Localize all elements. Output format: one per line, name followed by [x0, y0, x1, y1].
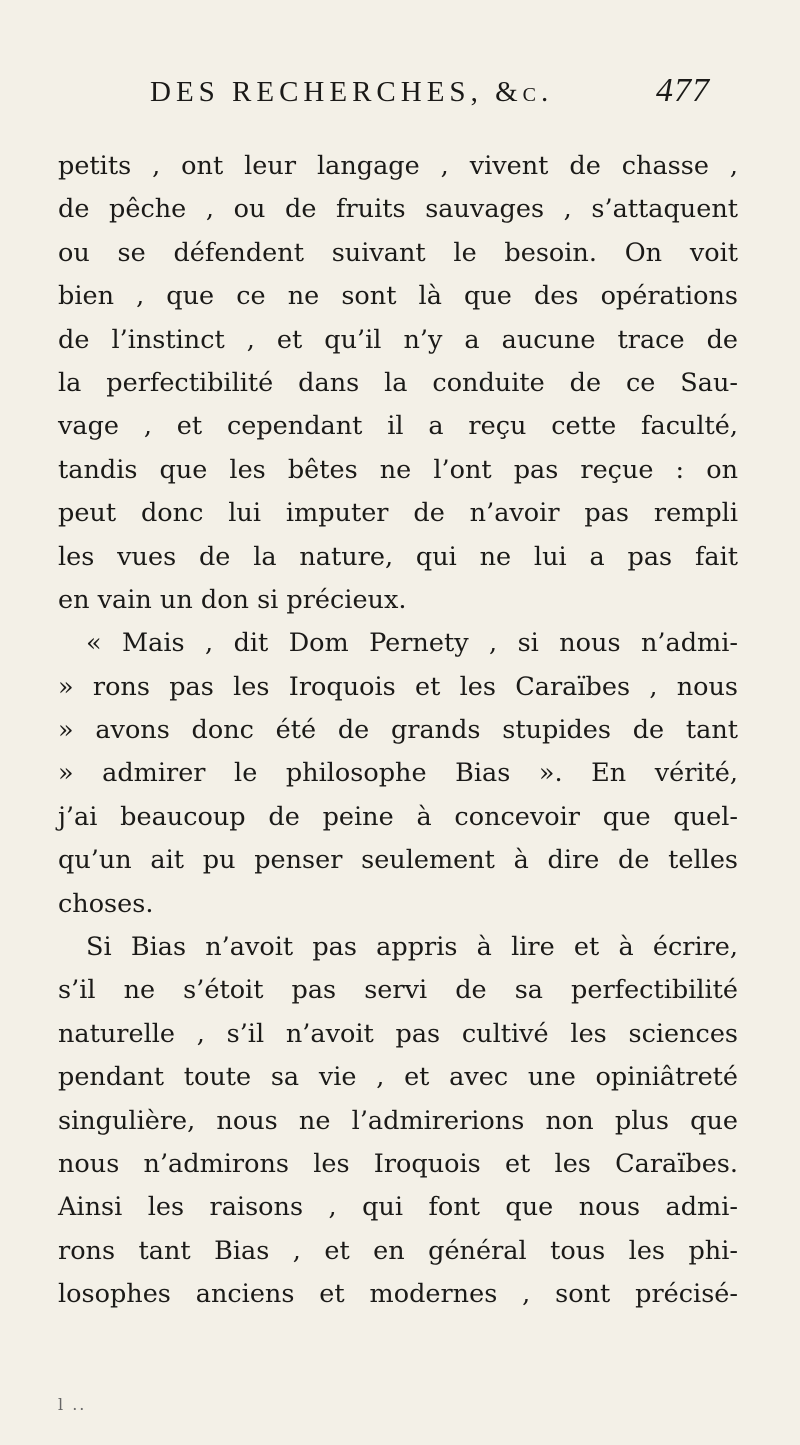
text-line-18: choses.: [58, 888, 154, 919]
text-line-7: vage , et cependant il a reçu cette faculté,: [58, 411, 738, 442]
text-line-14: » avons donc été de grands stupides de tant: [58, 715, 738, 746]
running-head-title-text: DES RECHERCHES, &c.: [150, 76, 554, 108]
text-line-24: nous n’admirons les Iroquois et les Caraïbes.: [58, 1148, 738, 1179]
text-line-11: en vain un don si précieux.: [58, 584, 407, 615]
page-body-text: [58, 145, 738, 1317]
footer-mark: l ..: [58, 1395, 87, 1414]
text-line-23: singulière, nous ne l’admirerions non plus que: [58, 1105, 738, 1136]
text-line-3: ou se défendent suivant le besoin. On voit: [58, 237, 738, 268]
text-line-8: tandis que les bêtes ne l’ont pas reçue : on: [58, 454, 738, 485]
text-line-21: naturelle , s’il n’avoit pas cultivé les sciences: [58, 1018, 738, 1049]
text-line-19: Si Bias n’avoit pas appris à lire et à écrire,: [86, 932, 738, 963]
text-line-12: « Mais , dit Dom Pernety , si nous n’admi-: [86, 628, 738, 659]
text-line-26: rons tant Bias , et en général tous les phi-: [58, 1235, 738, 1266]
running-head: [150, 72, 710, 124]
text-line-13: » rons pas les Iroquois et les Caraïbes , nous: [58, 671, 738, 702]
text-line-6: la perfectibilité dans la conduite de ce Sau-: [58, 367, 738, 398]
text-line-20: s’il ne s’étoit pas servi de sa perfectibilité: [58, 975, 738, 1006]
text-line-27: losophes anciens et modernes , sont précisé-: [58, 1279, 738, 1310]
text-line-10: les vues de la nature, qui ne lui a pas fait: [58, 541, 738, 572]
text-line-2: de pêche , ou de fruits sauvages , s’attaquent: [58, 194, 738, 225]
text-line-17: qu’un ait pu penser seulement à dire de telles: [58, 845, 738, 876]
text-line-9: peut donc lui imputer de n’avoir pas rempli: [58, 498, 738, 529]
text-line-4: bien , que ce ne sont là que des opérations: [58, 281, 738, 312]
text-line-1: petits , ont leur langage , vivent de chasse ,: [58, 151, 738, 181]
text-line-15: » admirer le philosophe Bias ». En vérité,: [58, 758, 738, 789]
text-line-25: Ainsi les raisons , qui font que nous admi-: [58, 1192, 738, 1223]
text-line-22: pendant toute sa vie , et avec une opiniâtreté: [58, 1062, 738, 1093]
page-number: 477: [656, 72, 710, 109]
text-line-5: de l’instinct , et qu’il n’y a aucune trace de: [58, 324, 738, 355]
running-head-title: [150, 76, 553, 109]
text-line-16: j’ai beaucoup de peine à concevoir que quel-: [58, 801, 738, 832]
